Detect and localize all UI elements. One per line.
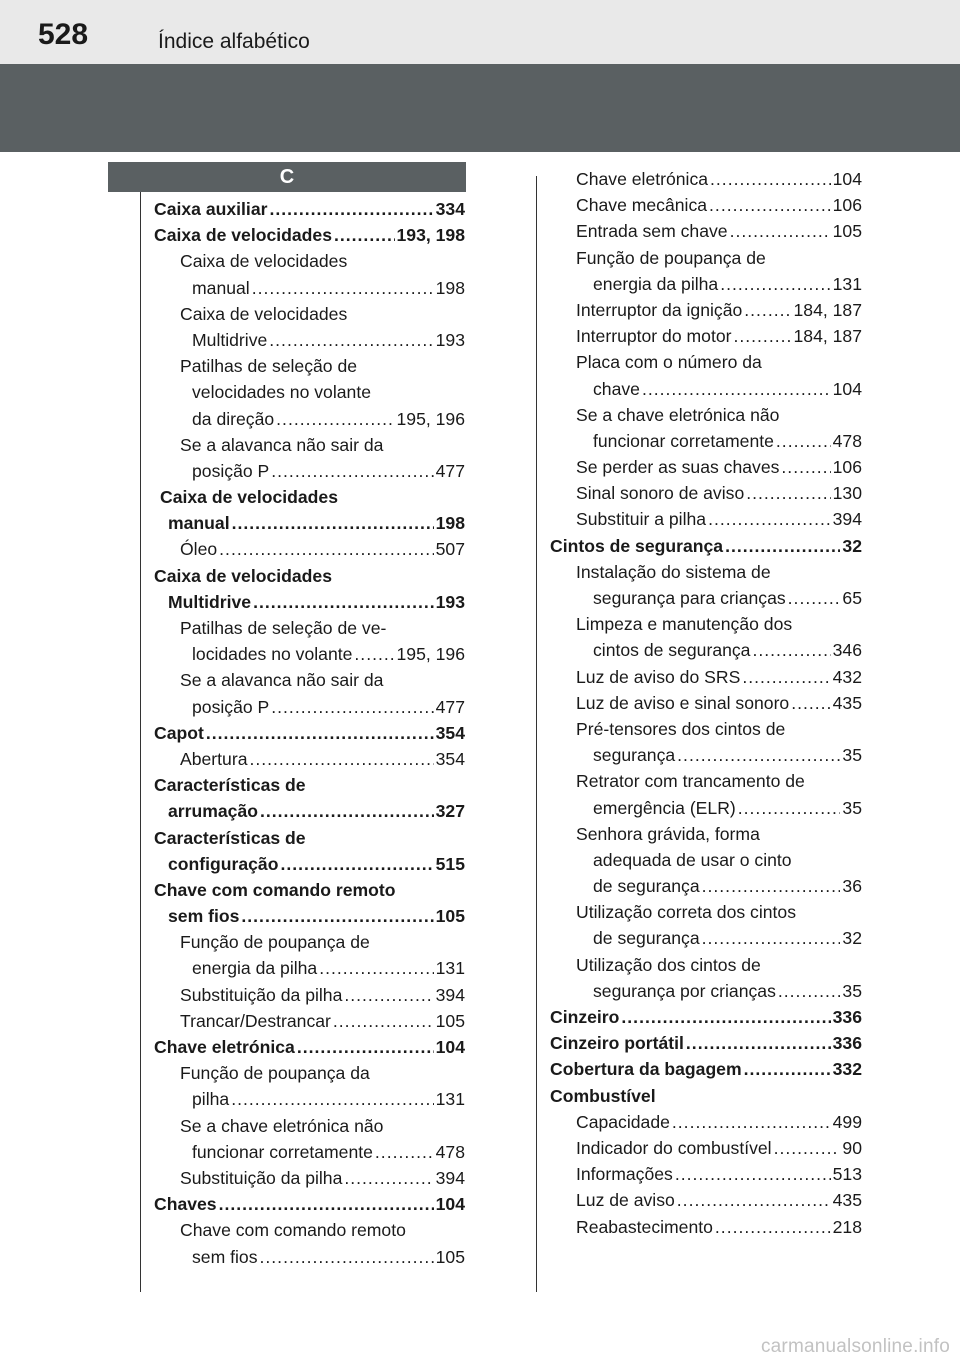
index-entry-text: Caixa de velocidades bbox=[180, 251, 348, 272]
index-entry bbox=[550, 271, 862, 297]
dot-leader bbox=[715, 1214, 831, 1240]
index-entry bbox=[550, 1056, 862, 1082]
index-entry bbox=[550, 1214, 862, 1240]
index-entry-text: emergência (ELR) bbox=[593, 797, 736, 818]
index-entry-text: Pré-tensores dos cintos de bbox=[576, 718, 786, 739]
index-entry bbox=[550, 1030, 862, 1056]
index-page-ref: 184, 187 bbox=[793, 299, 862, 320]
index-entry-text: cintos de segurança bbox=[593, 640, 751, 661]
index-page-ref: 218 bbox=[832, 1216, 862, 1237]
dot-leader bbox=[744, 297, 791, 323]
index-page-ref: 104 bbox=[832, 378, 862, 399]
index-entry bbox=[154, 458, 465, 484]
index-entry bbox=[154, 1113, 465, 1139]
index-page-ref: 36 bbox=[842, 876, 862, 897]
index-entry-text: de segurança bbox=[593, 928, 700, 949]
dot-leader bbox=[752, 637, 830, 663]
dot-leader bbox=[725, 533, 840, 559]
index-entry bbox=[154, 641, 465, 667]
index-entry bbox=[154, 589, 465, 615]
dot-leader bbox=[621, 1004, 830, 1030]
index-entry bbox=[550, 245, 862, 271]
index-page-ref: 106 bbox=[832, 195, 862, 216]
index-entry-text: de segurança bbox=[593, 876, 700, 897]
index-entry-text: Substituição da pilha bbox=[180, 984, 343, 1005]
index-column-right bbox=[550, 166, 862, 1240]
index-entry-text: Capot bbox=[154, 722, 204, 743]
page-header bbox=[0, 0, 960, 64]
index-entry bbox=[550, 1004, 862, 1030]
index-entry-text: manual bbox=[192, 277, 250, 298]
index-entry-text: Características de bbox=[154, 775, 306, 796]
index-entry bbox=[550, 323, 862, 349]
index-page-ref: 478 bbox=[832, 430, 862, 451]
index-page-ref: 195, 196 bbox=[396, 408, 465, 429]
index-entry-text: Se a chave eletrónica não bbox=[180, 1115, 384, 1136]
dot-leader bbox=[702, 925, 841, 951]
index-entry bbox=[154, 982, 465, 1008]
index-entry bbox=[550, 1187, 862, 1213]
index-entry-text: posição P bbox=[192, 696, 270, 717]
index-entry-text: Se a alavanca não sair da bbox=[180, 670, 384, 691]
index-page-ref: 334 bbox=[435, 199, 465, 219]
index-entry bbox=[550, 873, 862, 899]
index-entry-text: Função de poupança de bbox=[180, 932, 370, 953]
index-entry-text: Luz de aviso do SRS bbox=[576, 666, 741, 687]
index-entry-text: Substituição da pilha bbox=[180, 1167, 343, 1188]
index-entry bbox=[154, 746, 465, 772]
index-entry-text: manual bbox=[168, 513, 230, 534]
index-entry bbox=[550, 664, 862, 690]
index-page-ref: 35 bbox=[842, 745, 862, 766]
dot-leader bbox=[744, 1056, 831, 1082]
index-entry bbox=[550, 690, 862, 716]
index-entry-text: Chave eletrónica bbox=[154, 1037, 295, 1057]
dot-leader bbox=[344, 982, 433, 1008]
index-page-ref: 65 bbox=[842, 588, 862, 608]
index-page-ref: 106 bbox=[832, 457, 862, 478]
index-entry-text: Sinal sonoro de aviso bbox=[576, 483, 745, 504]
index-page-ref: 198 bbox=[435, 513, 465, 534]
dot-leader bbox=[219, 1191, 434, 1217]
index-entry bbox=[154, 1008, 465, 1034]
dot-leader bbox=[241, 903, 433, 929]
dot-leader bbox=[271, 458, 433, 484]
index-entry-text: Caixa de velocidades bbox=[154, 565, 332, 586]
index-entry-text: chave bbox=[593, 378, 640, 399]
index-entry bbox=[154, 694, 465, 720]
index-entry-text: Interruptor do motor bbox=[576, 326, 732, 347]
index-page-ref: 354 bbox=[435, 748, 465, 769]
dot-leader bbox=[708, 506, 831, 532]
dot-leader bbox=[269, 327, 433, 353]
index-entry bbox=[550, 952, 862, 978]
index-page-ref: 513 bbox=[832, 1164, 862, 1185]
index-entry bbox=[550, 716, 862, 742]
index-page-ref: 104 bbox=[435, 1037, 465, 1057]
index-entry bbox=[154, 275, 465, 301]
index-page-ref: 499 bbox=[832, 1111, 862, 1132]
index-column-left bbox=[154, 196, 465, 1270]
dot-leader bbox=[232, 510, 434, 536]
index-page-ref: 346 bbox=[832, 640, 862, 661]
dot-leader bbox=[781, 454, 830, 480]
index-entry-text: Luz de aviso e sinal sonoro bbox=[576, 692, 790, 713]
dot-leader bbox=[677, 1187, 831, 1213]
index-entry bbox=[154, 720, 465, 746]
index-entry-text: funcionar corretamente bbox=[593, 430, 774, 451]
index-page-ref: 198 bbox=[435, 277, 465, 298]
dot-leader bbox=[354, 641, 394, 667]
index-page-ref: 515 bbox=[435, 853, 465, 874]
section-letter-heading: C bbox=[108, 162, 466, 192]
dot-leader bbox=[271, 694, 433, 720]
index-page-ref: 184, 187 bbox=[793, 326, 862, 347]
dot-leader bbox=[375, 1139, 434, 1165]
dot-leader bbox=[702, 873, 841, 899]
index-entry-text: Patilhas de seleção de bbox=[180, 356, 358, 377]
index-entry bbox=[550, 349, 862, 375]
index-entry-text: Cobertura da bagagem bbox=[550, 1059, 742, 1080]
index-page-ref: 131 bbox=[435, 958, 465, 979]
index-entry bbox=[550, 1161, 862, 1187]
index-page-ref: 193 bbox=[435, 329, 465, 350]
right-column-rule bbox=[536, 176, 537, 1292]
index-entry-text: Entrada sem chave bbox=[576, 221, 728, 242]
index-page-ref: 32 bbox=[842, 928, 862, 949]
index-entry-text: energia da pilha bbox=[593, 273, 719, 294]
index-entry-text: da direção bbox=[192, 408, 275, 429]
index-entry-text: Instalação do sistema de bbox=[576, 561, 771, 582]
index-entry bbox=[154, 379, 465, 405]
dot-leader bbox=[720, 271, 830, 297]
index-entry bbox=[154, 798, 465, 824]
left-column-rule bbox=[140, 192, 141, 1292]
dot-leader bbox=[260, 1244, 434, 1270]
dot-leader bbox=[791, 690, 830, 716]
dot-leader bbox=[276, 406, 394, 432]
index-entry-text: Multidrive bbox=[192, 329, 268, 350]
index-entry bbox=[154, 248, 465, 274]
index-entry-text: Utilização dos cintos de bbox=[576, 954, 761, 975]
index-entry-text: Interruptor da ignição bbox=[576, 299, 743, 320]
index-page-ref: 193 bbox=[435, 591, 465, 612]
index-page-ref: 131 bbox=[435, 1089, 465, 1110]
index-entry-text: velocidades no volante bbox=[192, 382, 371, 403]
index-entry bbox=[154, 510, 465, 536]
index-page-ref: 130 bbox=[832, 483, 862, 504]
index-entry bbox=[550, 1135, 862, 1161]
index-entry bbox=[154, 667, 465, 693]
dot-leader bbox=[672, 1109, 831, 1135]
index-page-ref: 32 bbox=[842, 535, 862, 556]
index-entry bbox=[550, 637, 862, 663]
index-entry bbox=[550, 1083, 862, 1109]
index-page-ref: 105 bbox=[435, 1010, 465, 1031]
index-entry-text: Abertura bbox=[180, 748, 248, 769]
index-page-ref: 394 bbox=[435, 1167, 465, 1188]
index-entry-text: pilha bbox=[192, 1089, 230, 1110]
index-entry-text: Caixa de velocidades bbox=[180, 303, 348, 324]
index-entry-text: Combustível bbox=[550, 1085, 656, 1106]
index-entry bbox=[550, 376, 862, 402]
dot-leader bbox=[252, 275, 434, 301]
index-entry bbox=[154, 1217, 465, 1243]
index-page-ref: 394 bbox=[435, 984, 465, 1005]
index-page-ref: 131 bbox=[832, 273, 862, 294]
index-entry bbox=[550, 166, 862, 192]
index-page-ref: 90 bbox=[842, 1137, 862, 1158]
index-page-ref: 432 bbox=[832, 666, 862, 687]
index-entry-text: Características de bbox=[154, 827, 306, 848]
index-entry-text: Informações bbox=[576, 1164, 673, 1185]
index-entry-text: segurança para crianças bbox=[593, 588, 786, 608]
index-entry-text: segurança bbox=[593, 745, 676, 766]
dot-leader bbox=[788, 585, 841, 611]
index-entry-text: Chave com comando remoto bbox=[180, 1220, 406, 1241]
index-entry bbox=[550, 192, 862, 218]
index-entry bbox=[154, 536, 465, 562]
index-entry-text: Cinzeiro bbox=[550, 1007, 620, 1027]
dot-leader bbox=[738, 795, 841, 821]
watermark: carmanualsonline.info bbox=[760, 1336, 950, 1357]
dot-leader bbox=[297, 1034, 434, 1060]
index-entry-text: Trancar/Destrancar bbox=[180, 1010, 331, 1031]
dot-leader bbox=[280, 851, 433, 877]
index-entry-text: Chave eletrónica bbox=[576, 169, 709, 189]
index-entry-text: Patilhas de seleção de ve- bbox=[180, 618, 387, 638]
index-page-ref: 104 bbox=[832, 169, 862, 189]
index-entry bbox=[154, 615, 465, 641]
index-page-ref: 336 bbox=[832, 1033, 862, 1054]
index-entry-text: Multidrive bbox=[168, 591, 252, 612]
dot-leader bbox=[249, 746, 433, 772]
index-entry-text: Caixa de velocidades bbox=[160, 487, 338, 508]
index-page-ref: 35 bbox=[842, 797, 862, 818]
dot-leader bbox=[710, 166, 831, 192]
dot-leader bbox=[334, 222, 395, 248]
index-entry bbox=[154, 196, 465, 222]
index-page-ref: 435 bbox=[832, 1190, 862, 1211]
index-page-ref: 507 bbox=[435, 539, 465, 560]
index-entry bbox=[154, 1139, 465, 1165]
index-entry-text: sem fios bbox=[168, 906, 240, 927]
dot-leader bbox=[776, 428, 831, 454]
index-entry-text: Caixa auxiliar bbox=[154, 199, 268, 219]
index-page-ref: 105 bbox=[435, 1246, 465, 1267]
index-page-ref: 195, 196 bbox=[396, 644, 465, 665]
index-entry-text: configuração bbox=[168, 853, 279, 874]
index-entry-text: Função de poupança de bbox=[576, 247, 766, 268]
index-entry bbox=[154, 955, 465, 981]
index-entry-text: sem fios bbox=[192, 1246, 258, 1267]
index-entry bbox=[154, 327, 465, 353]
dot-leader bbox=[730, 218, 831, 244]
dot-leader bbox=[319, 955, 433, 981]
index-entry bbox=[550, 742, 862, 768]
index-entry bbox=[550, 1109, 862, 1135]
index-entry-text: Indicador do combustível bbox=[576, 1137, 772, 1158]
index-entry-text: funcionar corretamente bbox=[192, 1141, 373, 1162]
dot-leader bbox=[742, 664, 830, 690]
index-entry bbox=[550, 795, 862, 821]
index-page-ref: 435 bbox=[832, 692, 862, 713]
index-entry bbox=[154, 772, 465, 798]
index-entry-text: Caixa de velocidades bbox=[154, 225, 332, 246]
dot-leader bbox=[219, 536, 433, 562]
index-entry bbox=[154, 484, 465, 510]
index-page-ref: 477 bbox=[435, 460, 465, 481]
header-band bbox=[0, 64, 960, 152]
dot-leader bbox=[709, 192, 831, 218]
index-entry-text: Chave mecânica bbox=[576, 195, 708, 216]
index-entry-text: Cintos de segurança bbox=[550, 535, 724, 556]
index-entry bbox=[154, 406, 465, 432]
index-entry-text: arrumação bbox=[168, 801, 258, 822]
index-entry-text: posição P bbox=[192, 460, 270, 481]
index-entry bbox=[154, 1034, 465, 1060]
index-entry-text: Reabastecimento bbox=[576, 1216, 713, 1237]
index-entry-text: energia da pilha bbox=[192, 958, 318, 979]
index-page-ref: 477 bbox=[435, 696, 465, 717]
index-entry-text: Cinzeiro portátil bbox=[550, 1033, 684, 1054]
page-title: Índice alfabético bbox=[158, 30, 310, 53]
index-entry-text: Senhora grávida, forma bbox=[576, 823, 760, 844]
index-entry bbox=[550, 402, 862, 428]
index-entry-text: Se a alavanca não sair da bbox=[180, 434, 384, 455]
index-entry-text: Chaves bbox=[154, 1194, 217, 1215]
dot-leader bbox=[344, 1165, 433, 1191]
index-entry-text: Chave com comando remoto bbox=[154, 879, 396, 900]
index-entry bbox=[550, 454, 862, 480]
dot-leader bbox=[778, 978, 841, 1004]
index-entry bbox=[550, 585, 862, 611]
dot-leader bbox=[231, 1086, 433, 1112]
index-entry bbox=[550, 506, 862, 532]
index-entry bbox=[154, 903, 465, 929]
index-entry bbox=[154, 222, 465, 248]
index-entry-text: segurança por crianças bbox=[593, 980, 776, 1001]
index-page-ref: 104 bbox=[435, 1194, 465, 1215]
index-page-ref: 394 bbox=[832, 509, 862, 530]
index-entry bbox=[550, 428, 862, 454]
index-entry bbox=[550, 611, 862, 637]
index-entry bbox=[154, 353, 465, 379]
index-page-ref: 193, 198 bbox=[396, 225, 465, 246]
index-entry-text: Retrator com trancamento de bbox=[576, 771, 805, 792]
index-entry-text: Se a chave eletrónica não bbox=[576, 404, 780, 425]
index-entry bbox=[154, 1060, 465, 1086]
index-entry bbox=[550, 925, 862, 951]
dot-leader bbox=[686, 1030, 831, 1056]
index-page-ref: 105 bbox=[832, 221, 862, 242]
index-entry bbox=[154, 432, 465, 458]
index-page-ref: 478 bbox=[435, 1141, 465, 1162]
index-entry bbox=[550, 768, 862, 794]
index-entry bbox=[154, 1165, 465, 1191]
index-entry bbox=[154, 1086, 465, 1112]
page-number: 528 bbox=[38, 18, 89, 51]
index-page-ref: 35 bbox=[842, 980, 862, 1001]
dot-leader bbox=[253, 589, 434, 615]
index-page-ref: 105 bbox=[435, 906, 465, 927]
index-entry bbox=[154, 825, 465, 851]
dot-leader bbox=[677, 742, 840, 768]
index-entry-text: Função de poupança da bbox=[180, 1063, 370, 1084]
dot-leader bbox=[642, 376, 831, 402]
index-entry-text: Utilização correta dos cintos bbox=[576, 902, 797, 923]
dot-leader bbox=[733, 323, 791, 349]
index-entry-text: Luz de aviso bbox=[576, 1190, 675, 1211]
dot-leader bbox=[675, 1161, 831, 1187]
index-entry bbox=[550, 899, 862, 925]
index-entry bbox=[550, 533, 862, 559]
dot-leader bbox=[333, 1008, 434, 1034]
index-entry-text: Óleo bbox=[180, 539, 218, 560]
index-entry-text: adequada de usar o cinto bbox=[593, 849, 792, 870]
index-page-ref: 332 bbox=[832, 1059, 862, 1080]
index-entry-text: Substituir a pilha bbox=[576, 509, 707, 530]
index-entry bbox=[154, 851, 465, 877]
index-entry bbox=[550, 297, 862, 323]
index-entry bbox=[154, 1191, 465, 1217]
dot-leader bbox=[260, 798, 434, 824]
dot-leader bbox=[269, 196, 433, 222]
index-entry bbox=[154, 1244, 465, 1270]
index-entry bbox=[154, 877, 465, 903]
index-entry bbox=[550, 559, 862, 585]
index-entry bbox=[550, 821, 862, 847]
dot-leader bbox=[746, 480, 830, 506]
index-page-ref: 336 bbox=[832, 1007, 862, 1027]
index-entry bbox=[550, 847, 862, 873]
index-entry bbox=[550, 978, 862, 1004]
index-page-ref: 327 bbox=[435, 801, 465, 822]
index-entry-text: locidades no volante bbox=[192, 644, 353, 665]
index-entry-text: Limpeza e manutenção dos bbox=[576, 614, 793, 635]
dot-leader bbox=[206, 720, 434, 746]
index-entry bbox=[154, 563, 465, 589]
index-entry-text: Capacidade bbox=[576, 1111, 670, 1132]
index-entry-text: Se perder as suas chaves bbox=[576, 457, 780, 478]
index-entry bbox=[154, 929, 465, 955]
dot-leader bbox=[774, 1135, 841, 1161]
index-page-ref: 354 bbox=[435, 722, 465, 743]
index-entry bbox=[550, 480, 862, 506]
index-entry-text: Placa com o número da bbox=[576, 352, 762, 373]
index-entry bbox=[550, 218, 862, 244]
index-entry bbox=[154, 301, 465, 327]
